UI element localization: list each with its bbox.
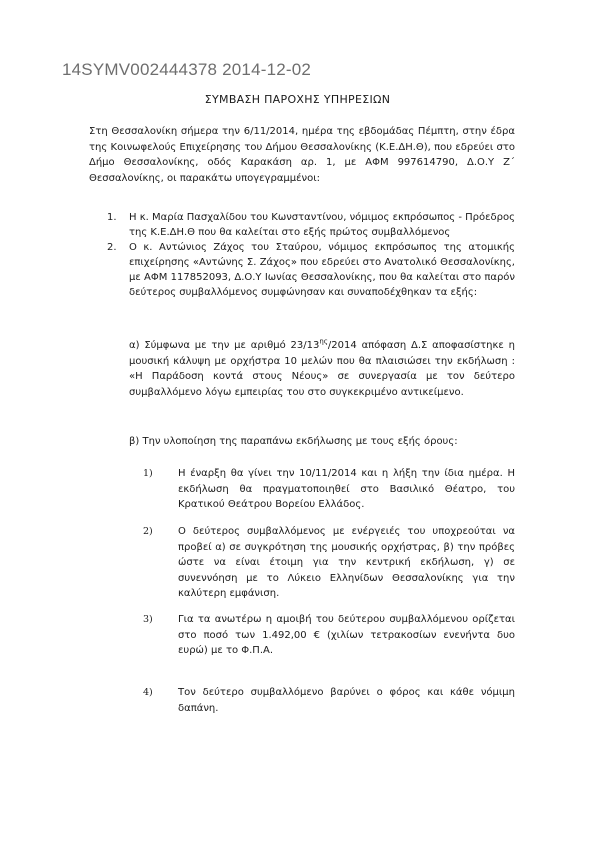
condition-text: Ο δεύτερος συμβαλλόμενος με ενέργειές του υποχρεούται να προβεί α) σε συγκρότηση της μουσικής ορχήστρας, β) την πρόβες ώστε να είναι έτοιμη για την κεντρική εκδήλωση, γ) σε συνεννόηση με το Λύκειο Ελληνίδων Θεσσαλονίκης για την καλύτερη εμφάνιση. [178, 526, 515, 599]
clause-a-text-end: /2014 απόφαση Δ.Σ αποφασίστηκε η μουσική κάλυψη με ορχήστρα 10 μελών που θα πλαισιώσει την εκδήλωση : «Η Παράδοση κοντά στους Νέους» σε συνεργασία με τον δεύτερο συμβαλλόμενο λόγω εμπειρίας του στο συγκεκριμένο αντικείμενο. [129, 340, 515, 398]
party-item [89, 210, 515, 240]
condition-item [129, 466, 515, 513]
party-number: 1. [107, 212, 117, 223]
condition-number: 3) [143, 614, 153, 625]
party-number: 2. [107, 242, 117, 253]
condition-text: Η έναρξη θα γίνει την 10/11/2014 και η λήξη την ίδια ημέρα. Η εκδήλωση θα πραγματοποιηθεί στο Βασιλικό Θέατρο, του Κρατικού Θεάτρου Βορείου Ελλάδος. [178, 468, 515, 510]
intro-paragraph: Στη Θεσσαλονίκη σήμερα την 6/11/2014, ημέρα της εβδομάδας Πέμπτη, στην έδρα της Κοινωφελούς Επιχείρησης του Δήμου Θεσσαλονίκης (Κ.Ε.ΔΗ.Θ), που εδρεύει στο Δήμο Θεσσαλονίκης, οδός Καρακάση αρ. 1, με ΑΦΜ 997614790, Δ.Ο.Υ Ζ΄ Θεσσαλονίκης, οι παρακάτω υπογεγραμμένοι: [89, 126, 515, 184]
clause-b: β) Την υλοποίηση της παραπάνω εκδήλωσης με τους εξής όρους: [129, 436, 458, 447]
parties-list [89, 210, 515, 300]
clause-a [129, 338, 515, 400]
condition-text: Για τα ανωτέρω η αμοιβή του δεύτερου συμβαλλόμενου ορίζεται στο ποσό των 1.492,00 € (χιλίων τετρακοσίων ενενήντα δυο ευρώ) με το Φ.Π.Α. [178, 614, 515, 656]
condition-number: 1) [143, 468, 153, 479]
condition-number: 4) [143, 687, 153, 698]
party-item [89, 240, 515, 300]
condition-number: 2) [143, 526, 153, 537]
clause-a-text-start: α) Σύμφωνα με την με αριθμό 23/13 [129, 340, 320, 351]
contract-title: ΣΥΜΒΑΣΗ ΠΑΡΟΧΗΣ ΥΠΗΡΕΣΙΩΝ [204, 93, 391, 106]
condition-item [129, 524, 515, 602]
document-id: 14SYMV002444378 2014-12-02 [62, 60, 312, 79]
party-text: Ο κ. Αντώνιος Ζάχος του Σταύρου, νόμιμος εκπρόσωπος της ατομικής επιχείρησης «Αντώνης Σ. Ζάχος» που εδρεύει στο Ανατολικό Θεσσαλονίκης, με ΑΦΜ 117852093, Δ.Ο.Υ Ιωνίας Θεσσαλονίκης, που θα καλείται στο παρόν δεύτερος συμβαλλόμενος συμφώνησαν και συναποδέχθηκαν τα εξής: [129, 242, 515, 298]
party-text: Η κ. Μαρία Πασχαλίδου του Κωνσταντίνου, νόμιμος εκπρόσωπος - Πρόεδρος της Κ.Ε.ΔΗ.Θ που θα καλείται στο εξής πρώτος συμβαλλόμενος [129, 212, 515, 238]
clause-a-superscript: ης [319, 337, 328, 346]
condition-item [129, 612, 515, 659]
condition-text: Τον δεύτερο συμβαλλόμενο βαρύνει ο φόρος και κάθε νόμιμη δαπάνη. [178, 687, 515, 714]
condition-item [129, 685, 515, 716]
